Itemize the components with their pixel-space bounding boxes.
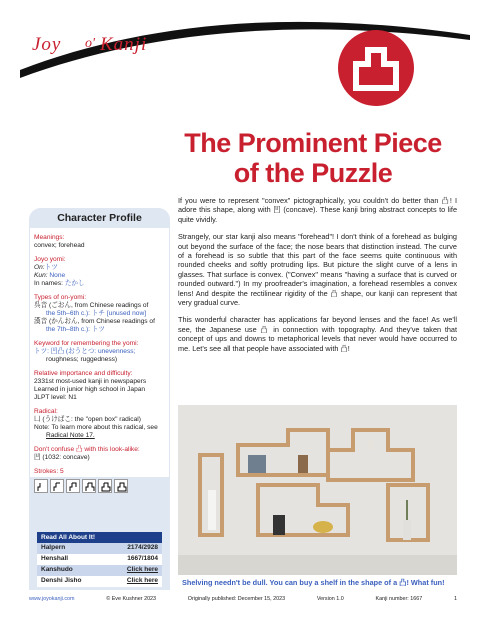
paragraph-3: This wonderful character has applications far beyond lenses and the face! As we'll see, the Japanese use 凸 in connection with topography. And they've taken that concept of ups and downs to metaphorical levels that never would have occurred to me. Let's see all that people have associated with 凸!: [178, 315, 457, 353]
stroke-step-6: [114, 479, 128, 493]
title-line-1: The Prominent Piece: [184, 128, 442, 158]
types-go: 呉音 (ごおん, from Chinese readings of: [34, 302, 149, 309]
stroke-step-5: [98, 479, 112, 493]
reference-row: [37, 543, 162, 554]
footer-version: Version 1.0: [316, 596, 344, 602]
reference-name: Kanshudo: [41, 566, 73, 573]
reference-value: 1667/1804: [127, 555, 158, 562]
stroke-step-4: [82, 479, 96, 493]
types-kan: 漢音 (かんおん, from Chinese readings of: [34, 318, 155, 325]
confuse-value: 凹 (1032: concave): [34, 454, 90, 461]
radical-1: 凵 (うけばこ: the "open box" radical): [34, 416, 141, 423]
logo-text-kanji: Kanji: [100, 34, 148, 55]
meanings-label: Meanings:: [34, 234, 65, 241]
names-value: たかし: [64, 280, 85, 287]
keyword-1: トツ: 凹凸 (おうとつ: unevenness;: [34, 348, 136, 355]
types-label: Types of on-yomi:: [34, 294, 87, 301]
stroke-order: [34, 479, 166, 493]
logo-text-joy: Joy: [32, 34, 62, 55]
reference-name: Denshi Jisho: [41, 577, 82, 584]
keyword-label: Keyword for remembering the yomi:: [34, 340, 139, 347]
names-label: In names:: [34, 280, 63, 287]
footer-kanji-number: Kanji number: 1667: [375, 596, 423, 602]
kun-label: Kun:: [34, 272, 48, 279]
profile-heading: Character Profile: [29, 208, 170, 228]
on-label: On:: [34, 264, 45, 271]
reference-name: Henshall: [41, 555, 69, 562]
importance-1: 2331st most-used kanji in newspapers: [34, 378, 147, 385]
names-reading: [34, 280, 166, 288]
article-body: [178, 196, 457, 361]
page-footer: [29, 596, 457, 602]
on-reading: [34, 264, 166, 272]
reference-row: [37, 576, 162, 587]
joyo-kanji-logo[interactable]: [30, 20, 150, 60]
shelf-photo: [178, 405, 457, 575]
page-title: [178, 128, 448, 188]
footer-published: Originally published: December 15, 2023: [187, 596, 286, 602]
title-line-2: of the Puzzle: [233, 158, 393, 188]
types-go-2: the 5th–6th c.): トチ [unused now]: [46, 310, 147, 317]
kanshudo-link[interactable]: Click here: [126, 566, 158, 573]
stroke-step-3: [66, 479, 80, 493]
on-value: トツ: [44, 264, 58, 271]
radical-label: Radical:: [34, 408, 58, 415]
paragraph-1: If you were to represent "convex" pictographically, you couldn't do better than 凸! I adore this shape, along with 凹 (concave). These kanji bring abstract concepts to life quite vividly.: [178, 196, 457, 224]
confuse-label: Don't confuse 凸 with this look-alike:: [34, 446, 140, 453]
keyword-2: roughness; ruggedness): [46, 356, 118, 363]
paragraph-2: Strangely, our star kanji also means "forehead"! I don't think of a forehead as bulging out beyond the surface of the face; the nose bears that distinction instead. The curve of a forehead is so subtle that this part of the face seems quite continuous with rounded cheeks and softly protruding lips. But picture the slight curve of a lens in glasses. That surface is convex. ("Convex" means "having a surface that is curved or rounded outward.") In my proofreader's imagination, a forehead resembles a convex lens! And despite the rectilinear rigidity of the 凸 shape, our kanji can represent that very gradual curve.: [178, 232, 457, 308]
read-all-heading: Read All About It!: [37, 532, 162, 543]
importance-2: Learned in junior high school in Japan: [34, 386, 146, 393]
footer-page-number: 1: [453, 596, 457, 602]
radical-note-link[interactable]: Radical Note 17.: [46, 432, 95, 439]
read-all-about-it: [37, 532, 162, 587]
stroke-step-1: [34, 479, 48, 493]
reference-value: 2174/2928: [127, 544, 158, 551]
joyo-label: Joyo yomi:: [34, 256, 66, 263]
reference-row: [37, 554, 162, 565]
meanings-value: convex; forehead: [34, 242, 85, 249]
importance-label: Relative importance and difficulty:: [34, 370, 133, 377]
convex-kanji-icon: [338, 30, 414, 106]
stroke-step-2: [50, 479, 64, 493]
strokes-label: Strokes: 5: [34, 468, 64, 475]
reference-name: Halpern: [41, 544, 66, 551]
photo-caption: Shelving needn't be dull. You can buy a shelf in the shape of a 凸! What fun!: [182, 578, 445, 587]
kun-reading: [34, 272, 166, 280]
logo-text-o: o': [85, 36, 95, 51]
importance-3: JLPT level: N1: [34, 394, 77, 401]
reference-row: [37, 565, 162, 576]
types-kan-2: the 7th–8th c.): トツ: [46, 326, 106, 333]
kun-value: None: [49, 272, 66, 279]
footer-copyright: © Eve Kushner 2023: [106, 596, 157, 602]
kanji-badge: [338, 30, 414, 106]
shelf-illustration: [178, 405, 457, 575]
radical-2: Note: To learn more about this radical, see: [34, 424, 158, 431]
profile-body: [29, 228, 170, 478]
denshi-jisho-link[interactable]: Click here: [126, 577, 158, 584]
footer-site-link[interactable]: www.joyokanji.com: [29, 596, 75, 602]
